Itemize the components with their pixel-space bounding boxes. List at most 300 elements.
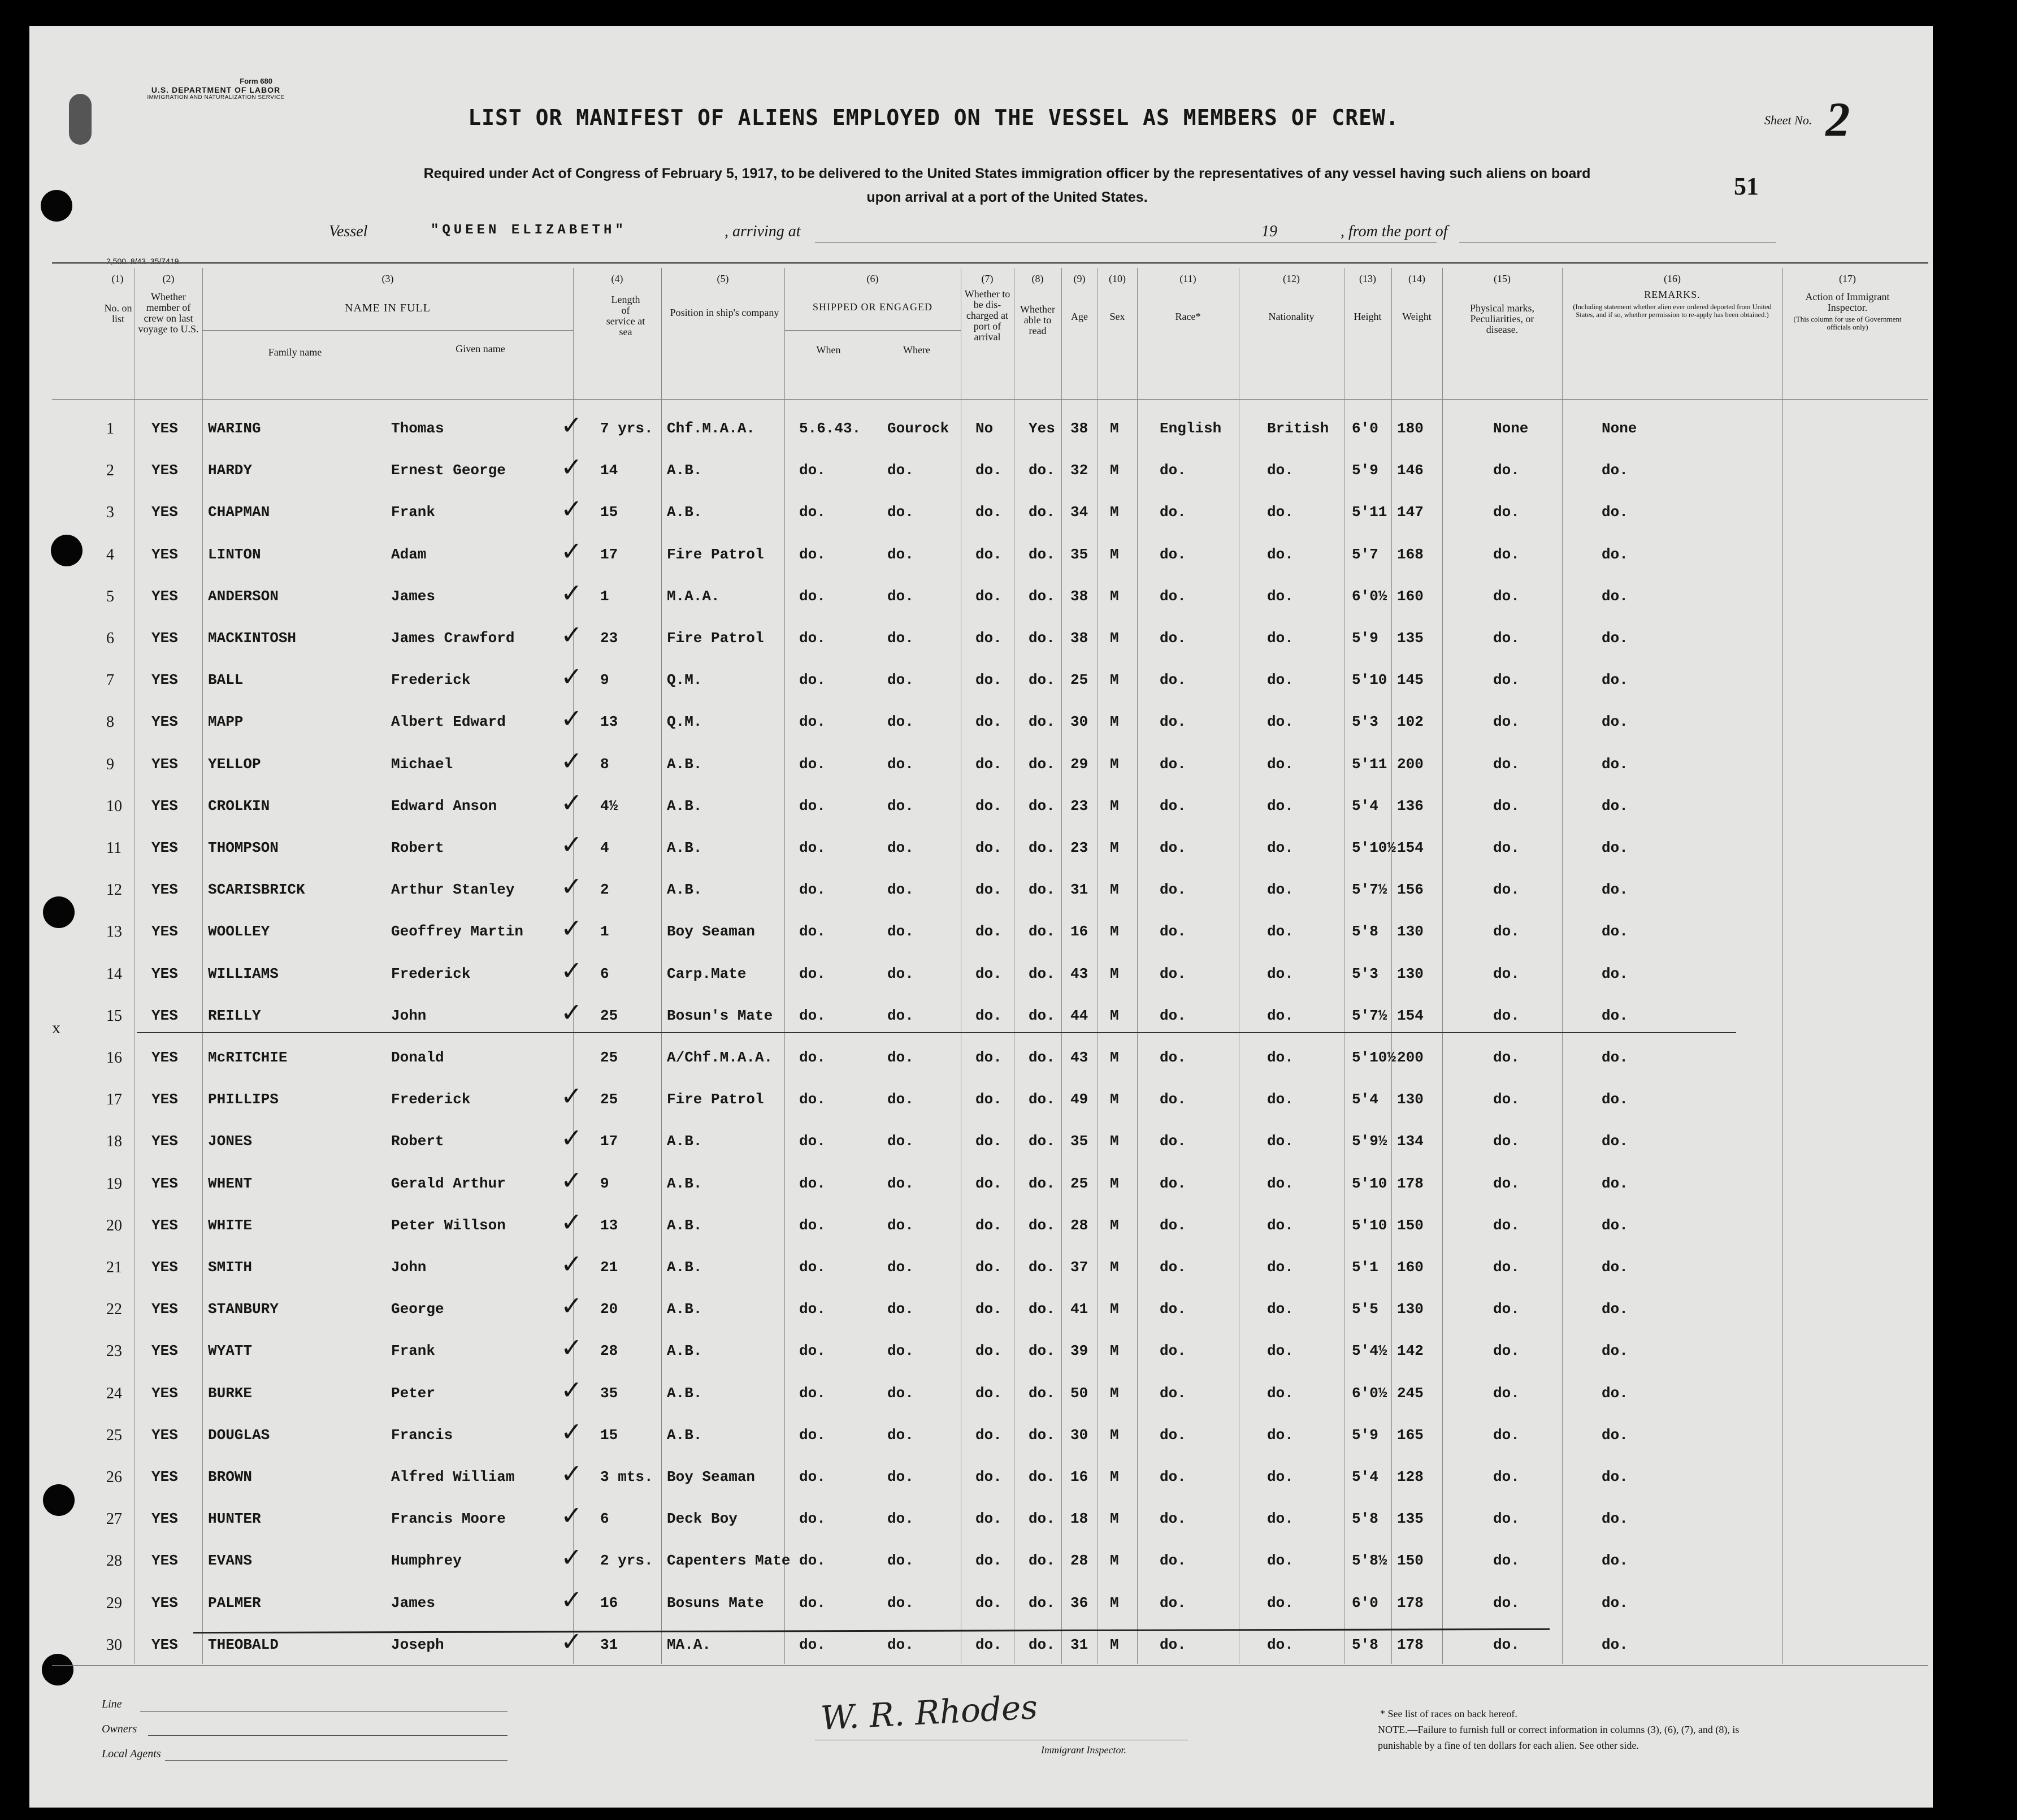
row-discharged: do. — [975, 1594, 1002, 1611]
row-given-name: James Crawford — [391, 630, 515, 647]
row-crew-flag: YES — [151, 1049, 178, 1066]
row-can-read: do. — [1029, 881, 1055, 899]
row-shipped-where: do. — [887, 1007, 914, 1024]
row-shipped-where: do. — [887, 1510, 914, 1528]
row-remarks: do. — [1602, 797, 1628, 814]
row-crew-flag: YES — [151, 1091, 178, 1108]
row-age: 29 — [1070, 755, 1088, 773]
check-mark-icon: ✓ — [561, 996, 583, 1028]
crew-row — [29, 412, 1933, 446]
row-position: A.B. — [667, 1259, 702, 1276]
row-given-name: Geoffrey Martin — [391, 923, 524, 941]
row-sex: M — [1110, 1594, 1119, 1611]
row-can-read: do. — [1029, 1510, 1055, 1528]
row-family-name: ANDERSON — [208, 587, 279, 605]
row-discharged: do. — [975, 1510, 1002, 1528]
row-weight: 245 — [1397, 1384, 1424, 1402]
check-mark-icon: ✓ — [561, 871, 583, 902]
row-weight: 142 — [1397, 1342, 1424, 1360]
crew-row — [29, 1083, 1933, 1117]
col-num: (5) — [717, 273, 729, 284]
row-remarks: do. — [1602, 881, 1628, 899]
row-discharged: do. — [975, 671, 1002, 689]
row-service-length: 4 — [600, 839, 609, 856]
row-marks: do. — [1493, 1133, 1520, 1150]
row-number: 3 — [106, 504, 114, 522]
row-remarks: do. — [1602, 1049, 1628, 1066]
col-num: (8) — [1031, 273, 1044, 284]
row-nationality: do. — [1267, 923, 1294, 941]
row-nationality: do. — [1267, 965, 1294, 982]
row-race: do. — [1160, 1175, 1186, 1192]
row-weight: 130 — [1397, 1091, 1424, 1108]
row-height: 5'11 — [1352, 755, 1387, 773]
row-crew-flag: YES — [151, 545, 178, 563]
row-position: A.B. — [667, 881, 702, 899]
row-marks: do. — [1493, 1636, 1520, 1653]
check-mark-icon: ✓ — [561, 577, 583, 608]
row-remarks: do. — [1602, 1007, 1628, 1024]
col-num: (2) — [162, 273, 175, 284]
row-nationality: do. — [1267, 545, 1294, 563]
crew-row — [29, 535, 1933, 572]
row-shipped-when: do. — [799, 462, 826, 479]
row-marks: do. — [1493, 671, 1520, 689]
row-age: 37 — [1070, 1259, 1088, 1276]
row-position: A.B. — [667, 1175, 702, 1192]
row-service-length: 25 — [600, 1049, 618, 1066]
row-can-read: do. — [1029, 713, 1055, 731]
col-num: (3) — [381, 273, 394, 284]
row-number: 24 — [106, 1384, 122, 1402]
row-discharged: do. — [975, 462, 1002, 479]
row-number: 22 — [106, 1301, 122, 1319]
row-given-name: Thomas — [391, 420, 444, 437]
row-shipped-where: do. — [887, 671, 914, 689]
crew-row — [29, 705, 1933, 739]
row-age: 50 — [1070, 1384, 1088, 1402]
row-discharged: do. — [975, 965, 1002, 982]
row-marks: do. — [1493, 1175, 1520, 1192]
row-family-name: BURKE — [208, 1384, 253, 1402]
row-height: 5'10½ — [1352, 1049, 1396, 1066]
row-discharged: do. — [975, 839, 1002, 856]
col-header-action: Action of Immigrant Inspector. — [1805, 291, 1890, 313]
col-header-read: Whether able to read — [1020, 304, 1055, 336]
row-family-name: WOOLLEY — [208, 923, 270, 941]
col-num: (14) — [1408, 273, 1425, 284]
row-given-name: John — [391, 1007, 427, 1024]
row-number: 8 — [106, 713, 114, 731]
row-crew-flag: YES — [151, 462, 178, 479]
row-nationality: do. — [1267, 713, 1294, 731]
crew-row — [29, 1125, 1933, 1159]
row-shipped-where: do. — [887, 545, 914, 563]
row-can-read: do. — [1029, 462, 1055, 479]
subtitle-line1: Required under Act of Congress of February 5, 1917, to be delivered to the United States immigration officer by the representatives of any vessel having such aliens on board — [423, 166, 1591, 181]
row-shipped-when: do. — [799, 1342, 826, 1360]
row-nationality: do. — [1267, 1091, 1294, 1108]
check-mark-icon: ✓ — [561, 787, 583, 818]
col-header-nationality: Nationality — [1268, 311, 1315, 322]
row-shipped-when: do. — [799, 1636, 826, 1653]
row-number: 30 — [106, 1636, 122, 1654]
row-shipped-when: 5.6.43. — [799, 420, 861, 437]
row-service-length: 7 yrs. — [600, 420, 653, 437]
crew-row — [29, 1628, 1933, 1662]
row-crew-flag: YES — [151, 965, 178, 982]
row-shipped-where: do. — [887, 1091, 914, 1108]
row-height: 5'3 — [1352, 965, 1378, 982]
check-mark-icon: ✓ — [561, 1500, 583, 1531]
row-race: do. — [1160, 797, 1186, 814]
row-shipped-where: do. — [887, 1301, 914, 1318]
col-num: (11) — [1179, 273, 1196, 284]
row-nationality: do. — [1267, 504, 1294, 521]
row-shipped-when: do. — [799, 1133, 826, 1150]
vessel-label: Vessel — [329, 223, 368, 240]
row-shipped-where: do. — [887, 1426, 914, 1444]
row-shipped-where: do. — [887, 1384, 914, 1402]
row-family-name: PHILLIPS — [208, 1091, 279, 1108]
row-service-length: 4½ — [600, 797, 618, 814]
row-shipped-when: do. — [799, 1259, 826, 1276]
row-given-name: Frank — [391, 1342, 436, 1360]
row-weight: 136 — [1397, 797, 1424, 814]
row-race: do. — [1160, 1594, 1186, 1611]
row-can-read: do. — [1029, 1259, 1055, 1276]
print-code: 2,500. 8/43. 35/7419. — [106, 257, 181, 266]
row-remarks: do. — [1602, 923, 1628, 941]
row-number: 13 — [106, 923, 122, 941]
row-remarks: do. — [1602, 587, 1628, 605]
row-nationality: do. — [1267, 587, 1294, 605]
row-position: Deck Boy — [667, 1510, 738, 1528]
row-sex: M — [1110, 797, 1119, 814]
row-race: do. — [1160, 1259, 1186, 1276]
row-shipped-where: do. — [887, 1552, 914, 1570]
row-discharged: do. — [975, 504, 1002, 521]
row-position: A.B. — [667, 797, 702, 814]
row-remarks: do. — [1602, 504, 1628, 521]
row-race: do. — [1160, 1552, 1186, 1570]
row-crew-flag: YES — [151, 420, 178, 437]
row-age: 41 — [1070, 1301, 1088, 1318]
row-marks: do. — [1493, 839, 1520, 856]
row-can-read: do. — [1029, 1133, 1055, 1150]
crew-row — [29, 577, 1933, 614]
row-remarks: do. — [1602, 1426, 1628, 1444]
row-shipped-when: do. — [799, 1426, 826, 1444]
row-nationality: do. — [1267, 1342, 1294, 1360]
row-service-length: 23 — [600, 630, 618, 647]
row-sex: M — [1110, 504, 1119, 521]
row-can-read: do. — [1029, 1468, 1055, 1485]
col-header-height: Height — [1354, 311, 1382, 322]
row-remarks: do. — [1602, 839, 1628, 856]
row-race: do. — [1160, 1468, 1186, 1485]
row-shipped-when: do. — [799, 713, 826, 731]
row-shipped-when: do. — [799, 671, 826, 689]
row-position: A.B. — [667, 1426, 702, 1444]
row-height: 5'9 — [1352, 630, 1378, 647]
row-position: A/Chf.M.A.A. — [667, 1049, 773, 1066]
row-height: 5'7½ — [1352, 1007, 1387, 1024]
row-marks: do. — [1493, 504, 1520, 521]
row-position: A.B. — [667, 839, 702, 856]
row-marks: do. — [1493, 1342, 1520, 1360]
row-race: do. — [1160, 462, 1186, 479]
col-num: (12) — [1283, 273, 1300, 284]
row-family-name: WHITE — [208, 1216, 253, 1234]
row-shipped-where: do. — [887, 462, 914, 479]
row-sex: M — [1110, 1175, 1119, 1192]
row-crew-flag: YES — [151, 1301, 178, 1318]
crew-row — [29, 831, 1933, 865]
row-sex: M — [1110, 923, 1119, 941]
row-discharged: do. — [975, 1049, 1002, 1066]
col-num: (7) — [981, 273, 994, 284]
row-shipped-where: do. — [887, 504, 914, 521]
row-family-name: THOMPSON — [208, 839, 279, 856]
col-header-marks: Physical marks, Peculiarities, or disease. — [1470, 302, 1534, 335]
check-mark-icon: ✓ — [561, 1416, 583, 1447]
row-crew-flag: YES — [151, 797, 178, 814]
punch-hole — [41, 190, 72, 222]
row-service-length: 9 — [600, 1175, 609, 1192]
row-number: 5 — [106, 587, 114, 605]
sheet-number — [1764, 80, 1850, 146]
row-family-name: WHENT — [208, 1175, 253, 1192]
row-shipped-where: do. — [887, 1133, 914, 1150]
row-nationality: do. — [1267, 839, 1294, 856]
row-weight: 128 — [1397, 1468, 1424, 1485]
crew-row — [29, 1251, 1933, 1285]
row-remarks: do. — [1602, 1468, 1628, 1485]
row-weight: 130 — [1397, 923, 1424, 941]
col-header-race: Race* — [1175, 311, 1201, 322]
row-race: do. — [1160, 1384, 1186, 1402]
agents-label: Local Agents — [102, 1748, 161, 1760]
crew-row — [29, 787, 1933, 824]
row-shipped-where: do. — [887, 881, 914, 899]
row-service-length: 6 — [600, 1510, 609, 1528]
row-shipped-when: do. — [799, 1552, 826, 1570]
row-weight: 160 — [1397, 1259, 1424, 1276]
row-position: Chf.M.A.A. — [667, 420, 756, 437]
row-remarks: do. — [1602, 965, 1628, 982]
row-given-name: Humphrey — [391, 1552, 462, 1570]
row-given-name: John — [391, 1259, 427, 1276]
row-remarks: do. — [1602, 1384, 1628, 1402]
row-shipped-when: do. — [799, 545, 826, 563]
row-given-name: George — [391, 1301, 444, 1318]
row-remarks: do. — [1602, 713, 1628, 731]
row-shipped-when: do. — [799, 1175, 826, 1192]
row-weight: 102 — [1397, 713, 1424, 731]
row-weight: 154 — [1397, 839, 1424, 856]
row-remarks: None — [1602, 420, 1637, 437]
col-header-sex: Sex — [1109, 311, 1125, 322]
row-given-name: James — [391, 1594, 436, 1611]
row-can-read: do. — [1029, 504, 1055, 521]
row-sex: M — [1110, 630, 1119, 647]
row-family-name: CROLKIN — [208, 797, 270, 814]
row-sex: M — [1110, 1301, 1119, 1318]
row-given-name: Alfred William — [391, 1468, 515, 1485]
row-shipped-when: do. — [799, 839, 826, 856]
row-height: 5'4½ — [1352, 1342, 1387, 1360]
row-crew-flag: YES — [151, 713, 178, 731]
col-header-no: No. on list — [104, 302, 132, 324]
row-can-read: do. — [1029, 1426, 1055, 1444]
row-family-name: JONES — [208, 1133, 253, 1150]
row-weight: 165 — [1397, 1426, 1424, 1444]
row-age: 30 — [1070, 713, 1088, 731]
row-height: 5'11 — [1352, 504, 1387, 521]
inspector-signature: W. R. Rhodes — [819, 1687, 1039, 1738]
manifest-sheet — [29, 26, 1933, 1808]
row-sex: M — [1110, 671, 1119, 689]
row-sex: M — [1110, 755, 1119, 773]
row-family-name: SCARISBRICK — [208, 881, 305, 899]
row-marks: do. — [1493, 1049, 1520, 1066]
row-age: 38 — [1070, 630, 1088, 647]
row-family-name: MAPP — [208, 713, 244, 731]
page-number: 51 — [1734, 172, 1759, 200]
row-discharged: do. — [975, 1133, 1002, 1150]
crew-row — [29, 873, 1933, 907]
row-sex: M — [1110, 1468, 1119, 1485]
row-crew-flag: YES — [151, 1594, 178, 1611]
department: U.S. DEPARTMENT OF LABOR — [151, 85, 281, 94]
row-shipped-when: do. — [799, 630, 826, 647]
row-crew-flag: YES — [151, 1510, 178, 1528]
row-sex: M — [1110, 1049, 1119, 1066]
row-shipped-when: do. — [799, 1091, 826, 1108]
note-line1: NOTE.—Failure to furnish full or correct information in columns (3), (6), (7), and (8), is — [1378, 1724, 1740, 1735]
row-discharged: do. — [975, 881, 1002, 899]
row-position: Q.M. — [667, 713, 702, 731]
check-mark-icon: ✓ — [561, 829, 583, 860]
row-height: 6'0½ — [1352, 1384, 1387, 1402]
row-position: Boy Seaman — [667, 1468, 756, 1485]
row-service-length: 15 — [600, 504, 618, 521]
row-remarks: do. — [1602, 1342, 1628, 1360]
row-sex: M — [1110, 1426, 1119, 1444]
row-service-length: 1 — [600, 587, 609, 605]
check-mark-icon: ✓ — [561, 1081, 583, 1112]
row-sex: M — [1110, 1216, 1119, 1234]
row-position: Q.M. — [667, 671, 702, 689]
vessel-name: "QUEEN ELIZABETH" — [431, 223, 627, 238]
row-remarks: do. — [1602, 545, 1628, 563]
row-family-name: WILLIAMS — [208, 965, 279, 982]
row-crew-flag: YES — [151, 1133, 178, 1150]
row-weight: 178 — [1397, 1175, 1424, 1192]
row-sex: M — [1110, 1007, 1119, 1024]
row-marks: do. — [1493, 755, 1520, 773]
row-shipped-when: do. — [799, 797, 826, 814]
row-age: 34 — [1070, 504, 1088, 521]
crew-row — [29, 1584, 1933, 1620]
check-mark-icon: ✓ — [561, 1332, 583, 1363]
row-marks: do. — [1493, 1259, 1520, 1276]
row-age: 18 — [1070, 1510, 1088, 1528]
row-race: do. — [1160, 1216, 1186, 1234]
row-weight: 200 — [1397, 755, 1424, 773]
row-shipped-when: do. — [799, 755, 826, 773]
row-number: 20 — [106, 1216, 122, 1234]
row-given-name: Donald — [391, 1049, 444, 1066]
crew-row — [29, 493, 1933, 530]
row-family-name: HUNTER — [208, 1510, 261, 1528]
row-shipped-where: do. — [887, 587, 914, 605]
row-discharged: do. — [975, 713, 1002, 731]
row-service-length: 8 — [600, 755, 609, 773]
row-weight: 150 — [1397, 1216, 1424, 1234]
row-age: 16 — [1070, 1468, 1088, 1485]
row-shipped-when: do. — [799, 1384, 826, 1402]
row-remarks: do. — [1602, 1301, 1628, 1318]
row-height: 5'8½ — [1352, 1552, 1387, 1570]
row-nationality: do. — [1267, 630, 1294, 647]
row-nationality: do. — [1267, 462, 1294, 479]
row-nationality: do. — [1267, 1552, 1294, 1570]
row-family-name: HARDY — [208, 462, 253, 479]
row-height: 6'0 — [1352, 420, 1378, 437]
crew-row — [29, 619, 1933, 656]
row-given-name: Frederick — [391, 1091, 471, 1108]
row-shipped-where: do. — [887, 1636, 914, 1653]
row-can-read: Yes — [1029, 420, 1055, 437]
row-age: 44 — [1070, 1007, 1088, 1024]
col-header-service: Length of service at sea — [606, 294, 645, 337]
row-can-read: do. — [1029, 1301, 1055, 1318]
row-race: do. — [1160, 1301, 1186, 1318]
row-can-read: do. — [1029, 587, 1055, 605]
row-given-name: Michael — [391, 755, 453, 773]
row-race: do. — [1160, 1007, 1186, 1024]
row-given-name: Edward Anson — [391, 797, 497, 814]
row-nationality: do. — [1267, 1594, 1294, 1611]
row-remarks: do. — [1602, 462, 1628, 479]
row-service-length: 9 — [600, 671, 609, 689]
row-race: do. — [1160, 713, 1186, 731]
row-number: 4 — [106, 545, 114, 564]
row-nationality: do. — [1267, 671, 1294, 689]
row-service-length: 14 — [600, 462, 618, 479]
row-can-read: do. — [1029, 797, 1055, 814]
row-given-name: Robert — [391, 1133, 444, 1150]
row-number: 11 — [106, 839, 122, 857]
row-family-name: REILLY — [208, 1007, 261, 1024]
row-marks: do. — [1493, 545, 1520, 563]
row-marks: do. — [1493, 1426, 1520, 1444]
row-shipped-when: do. — [799, 1510, 826, 1528]
row-age: 38 — [1070, 420, 1088, 437]
col-header-shipped: SHIPPED OR ENGAGED — [812, 301, 932, 313]
row-nationality: do. — [1267, 1175, 1294, 1192]
row-remarks: do. — [1602, 1216, 1628, 1234]
row-nationality: do. — [1267, 1049, 1294, 1066]
crew-row — [29, 1416, 1933, 1453]
strike-through-line — [137, 1032, 1736, 1033]
row-can-read: do. — [1029, 630, 1055, 647]
row-discharged: do. — [975, 1259, 1002, 1276]
row-shipped-where: do. — [887, 1259, 914, 1276]
check-mark-icon: ✓ — [561, 913, 583, 944]
